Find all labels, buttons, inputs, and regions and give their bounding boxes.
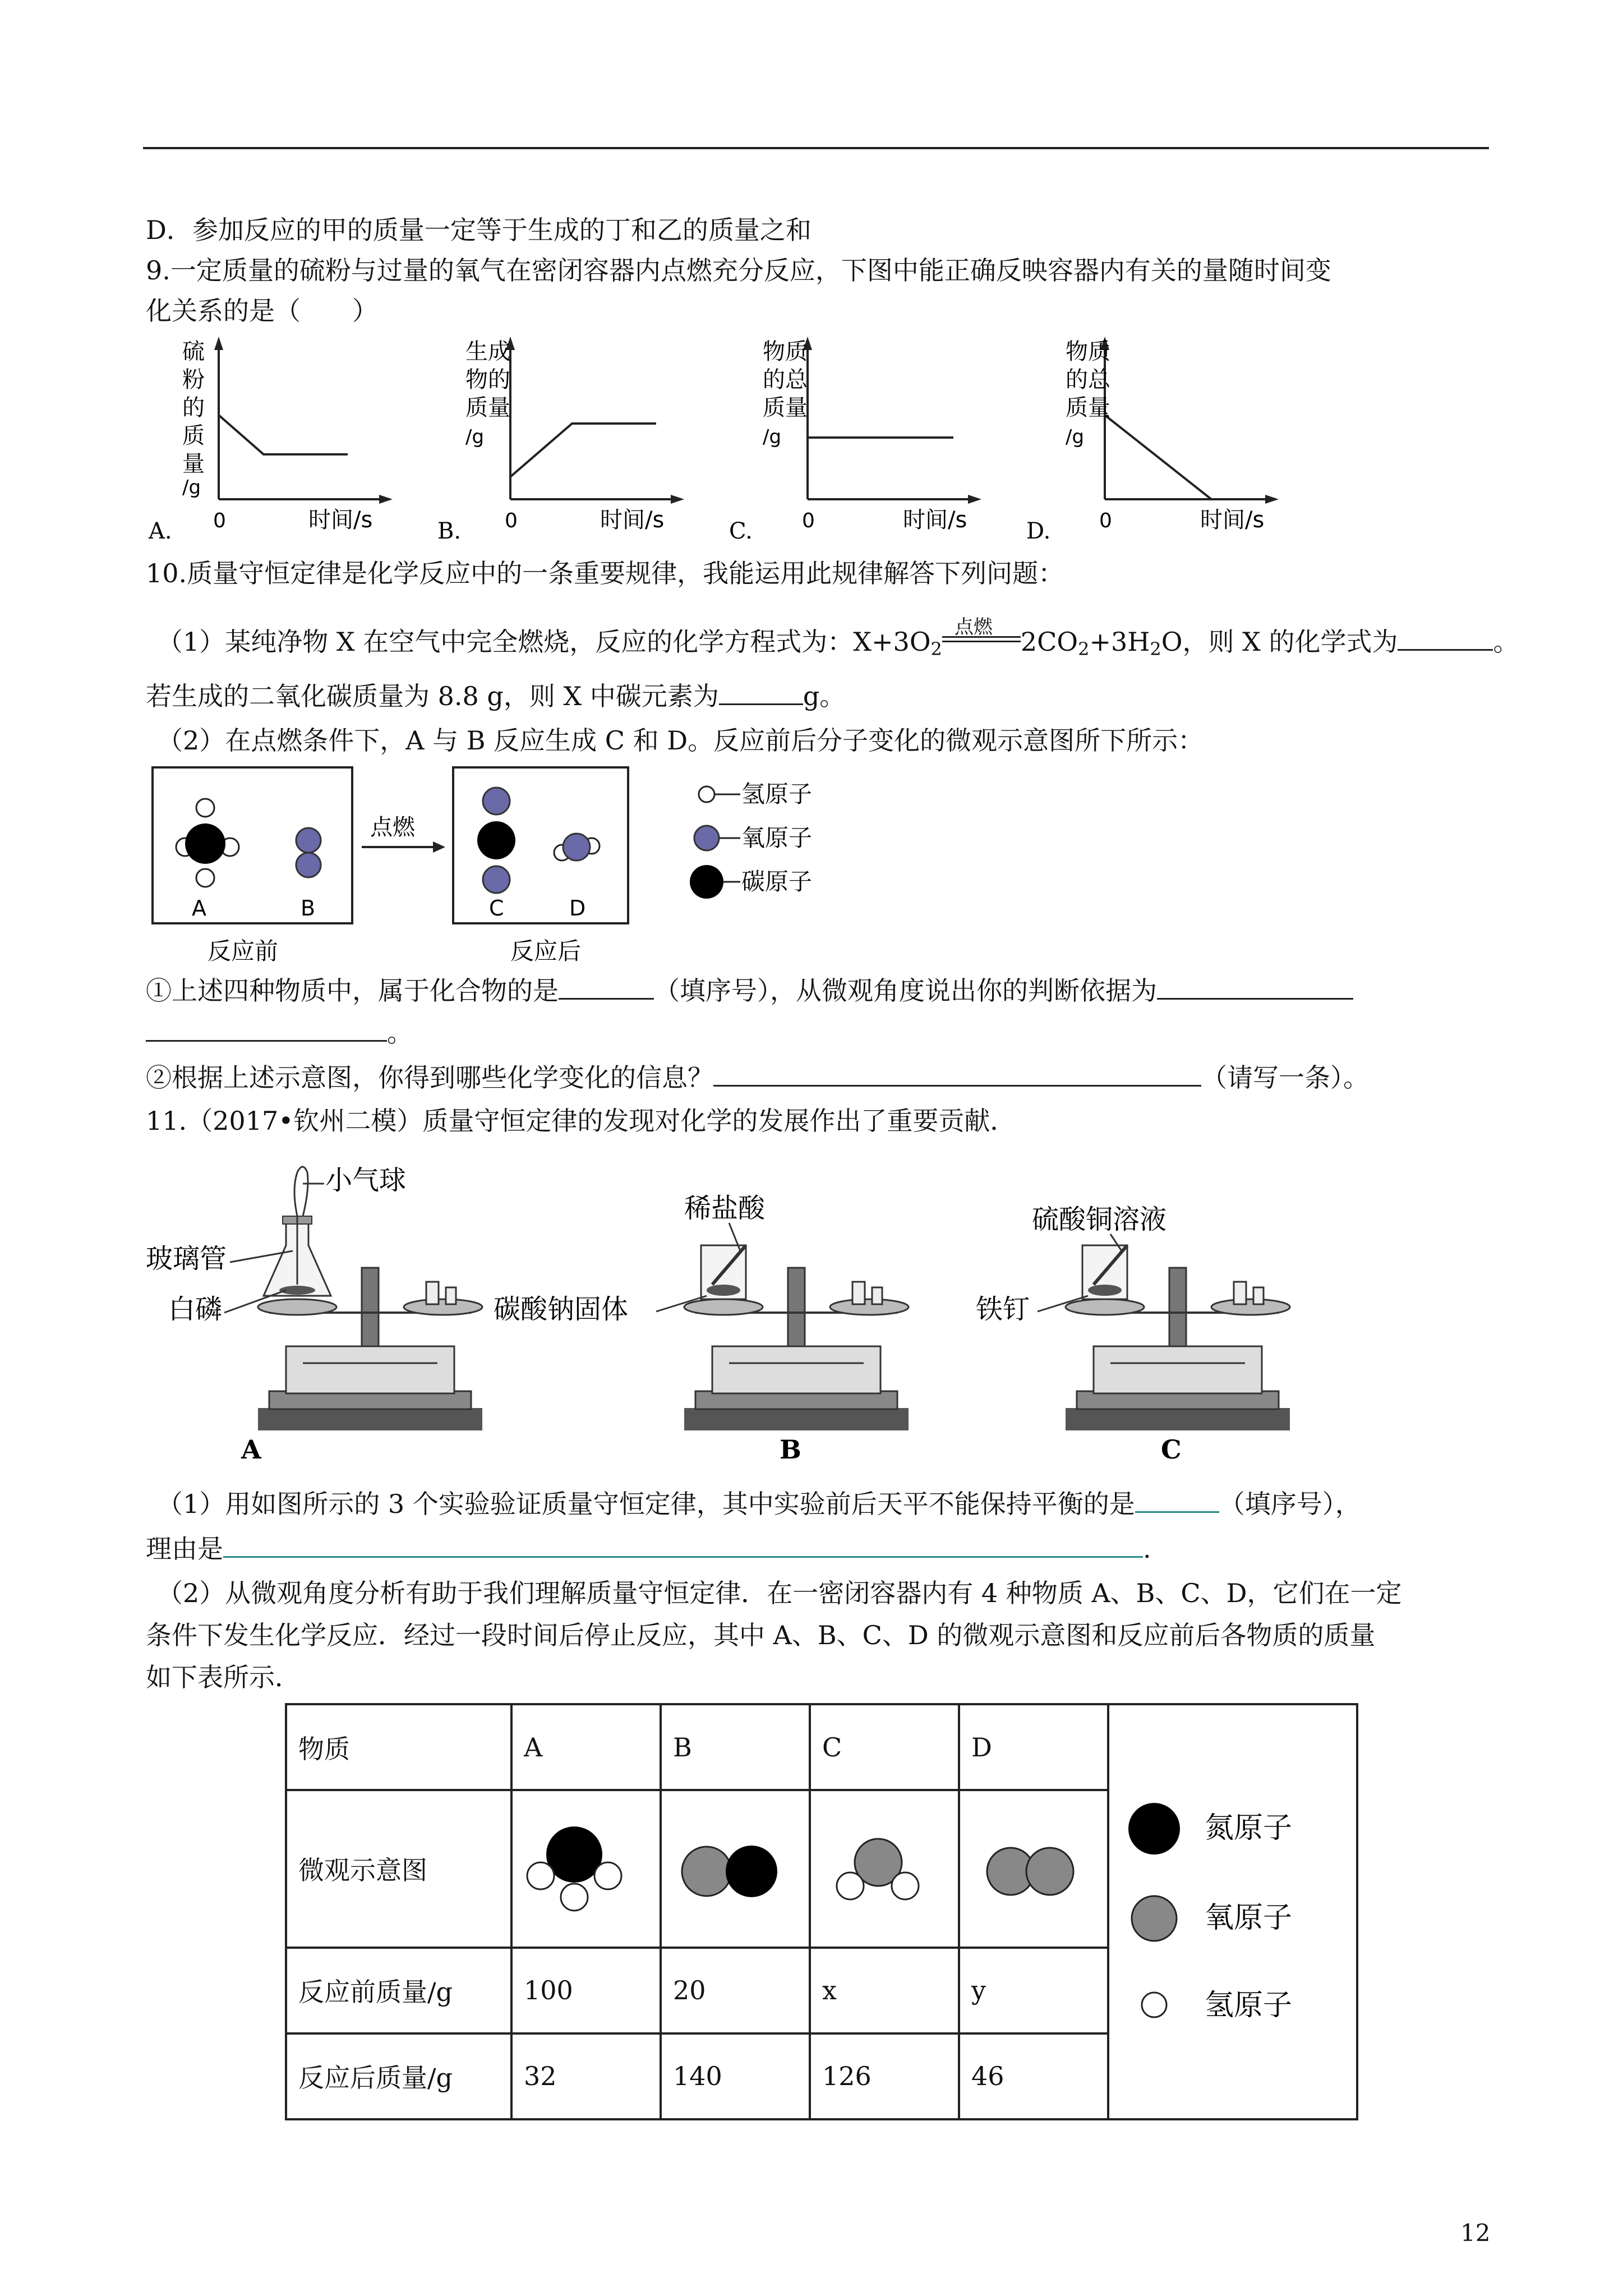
q11-part1-line2: 理由是 . [146, 1531, 1151, 1566]
micro-a [511, 1790, 661, 1948]
mass-table [285, 1703, 1358, 2120]
graph-b-ylabel-3: 质量 [465, 395, 510, 421]
graph-a-xlabel: 时间/s [308, 507, 373, 533]
graph-b-letter: B. [437, 518, 462, 544]
atom-legend-cell [1108, 1704, 1357, 2119]
graph-a-ylabel-5: 量 [182, 451, 205, 477]
info-blank[interactable] [713, 1060, 1201, 1087]
molecule-c [477, 788, 515, 893]
micro-b [661, 1790, 810, 1948]
graph-d [1026, 337, 1279, 544]
label-glass-tube: 玻璃管 [146, 1243, 227, 1274]
basis-blank-2[interactable] [146, 1015, 387, 1042]
q11-part2-line1: （2）从微观角度分析有助于我们理解质量守恒定律．在一密闭容器内有 4 种物质 A、B、C、D，它们在一定 [157, 1578, 1402, 1608]
before-d: y [959, 1948, 1108, 2033]
graph-c-ylabel-1: 物质 [763, 339, 808, 365]
legend-oxygen2: 氧原子 [1205, 1901, 1293, 1935]
q10-part1-line1: （1）某纯净物 X 在空气中完全燃烧，反应的化学方程式为：$X+3O_2$ 点燃 $2CO_2+3H_2O$，则 X 的化学式为 。 [157, 616, 1519, 660]
graph-d-letter: D. [1026, 518, 1051, 544]
graph-c-ylabel-3: 质量 [763, 395, 808, 421]
label-white-p: 白磷 [168, 1294, 223, 1325]
page-number: 12 [1460, 2219, 1491, 2247]
graph-b-origin: 0 [505, 509, 518, 532]
row-micro-label: 微观示意图 [286, 1790, 511, 1948]
th-c: C [810, 1704, 959, 1790]
q10-question1-line2: 。 [146, 1015, 413, 1050]
row-after-label: 反应后质量/g [286, 2033, 511, 2119]
label-small-balloon: 小气球 [325, 1165, 407, 1196]
before-b: 20 [661, 1948, 810, 2033]
label-exp-b: B [780, 1434, 801, 1465]
label-before: 反应前 [208, 937, 279, 965]
legend-oxygen: 氧原子 [741, 824, 813, 852]
molecule-d [554, 834, 600, 861]
label-d: D [569, 896, 586, 921]
graph-d-ylabel-2: 的总 [1066, 367, 1110, 393]
label-b: B [301, 896, 316, 921]
th-d: D [959, 1704, 1108, 1790]
hydrogen-atom-icon [1142, 1993, 1166, 2017]
label-exp-a: A [241, 1434, 261, 1465]
formula-blank[interactable] [1398, 624, 1493, 651]
legend-hydrogen-icon [699, 786, 714, 802]
nitrogen-atom-icon [1128, 1803, 1180, 1855]
legend-carbon-icon [690, 865, 723, 899]
q11-part2-line3: 如下表所示． [146, 1662, 301, 1692]
label-na2co3: 碳酸钠固体 [494, 1294, 629, 1325]
legend-carbon: 碳原子 [741, 868, 813, 895]
compound-blank[interactable] [559, 973, 654, 1000]
label-exp-c: C [1161, 1434, 1182, 1465]
legend-hydrogen: 氢原子 [741, 780, 813, 808]
q11-part2-line2: 条件下发生化学反应．经过一段时间后停止反应，其中 A、B、C、D 的微观示意图和反应前后各物质的质量 [146, 1620, 1376, 1650]
q9-text-line1: 9.一定质量的硫粉与过量的氧气在密闭容器内点燃充分反应，下图中能正确反映容器内有关的量随时间变 [146, 255, 1331, 286]
th-a: A [511, 1704, 661, 1790]
after-a: 32 [511, 2033, 661, 2119]
q10-question1-line1: ①上述四种物质中，属于化合物的是 （填序号），从微观角度说出你的判断依据为 [146, 973, 1353, 1007]
graph-a-origin: 0 [213, 509, 226, 532]
graph-b-ylabel-4: /g [465, 426, 485, 448]
header-rule [143, 147, 1489, 149]
row-before-label: 反应前质量/g [286, 1948, 511, 2033]
before-c: x [810, 1948, 959, 2033]
q11-part1-line1: （1）用如图所示的 3 个实验验证质量守恒定律，其中实验前后天平不能保持平衡的是 （填序号）， [157, 1487, 1361, 1521]
label-iron-nail: 铁钉 [976, 1294, 1030, 1325]
graph-d-origin: 0 [1099, 509, 1112, 532]
graph-a-ylabel-3: 的 [182, 395, 205, 421]
label-c: C [489, 896, 504, 921]
graph-c-ylabel-4: /g [763, 426, 782, 448]
graph-c-xlabel: 时间/s [903, 507, 967, 533]
balance-a [258, 1167, 482, 1430]
q10-part1-line2: 若生成的二氧化碳质量为 8.8 g，则 X 中碳元素为 g。 [146, 679, 845, 713]
micro-d [959, 1790, 1108, 1948]
q9-graphs [140, 331, 1318, 550]
graph-d-ylabel-3: 质量 [1066, 395, 1110, 421]
graph-c-letter: C. [729, 518, 753, 544]
q9-text-line2: 化关系的是（ ） [146, 296, 378, 326]
graph-c-ylabel-2: 的总 [763, 367, 808, 393]
reaction-condition: 点燃 [942, 623, 1021, 651]
legend-hydrogen2: 氢原子 [1205, 1989, 1293, 2022]
th-substance: 物质 [286, 1704, 511, 1790]
micro-c [810, 1790, 959, 1948]
balance-b [684, 1245, 909, 1430]
balance-experiments-figure [146, 1156, 1357, 1475]
arrow-label: 点燃 [370, 815, 415, 840]
label-dilute-hcl: 稀盐酸 [684, 1193, 766, 1224]
before-a: 100 [511, 1948, 661, 2033]
reaction-diagram [146, 763, 931, 987]
legend-oxygen-icon [694, 826, 719, 850]
q10-question2: ②根据上述示意图，你得到哪些化学变化的信息？ （请写一条）。 [146, 1060, 1369, 1094]
graph-a [148, 337, 393, 544]
carbon-mass-blank[interactable] [719, 679, 803, 705]
basis-blank-1[interactable] [1157, 973, 1353, 1000]
atom-legend [1109, 1705, 1356, 2118]
graph-d-ylabel-4: /g [1066, 426, 1085, 448]
graph-b-ylabel-2: 物的 [465, 367, 510, 393]
legend-nitrogen: 氮原子 [1205, 1811, 1293, 1845]
balance-c [1066, 1245, 1290, 1430]
graph-a-ylabel-4: 质 [182, 423, 205, 449]
th-b: B [661, 1704, 810, 1790]
unbalanced-blank[interactable] [1135, 1487, 1219, 1513]
reason-blank[interactable] [223, 1531, 1143, 1558]
graph-c-origin: 0 [802, 509, 815, 532]
after-b: 140 [661, 2033, 810, 2119]
molecule-a [176, 799, 239, 887]
graph-c [729, 337, 981, 544]
q10-intro: 10.质量守恒定律是化学反应中的一条重要规律，我能运用此规律解答下列问题： [146, 558, 1064, 588]
molecule-b [296, 828, 321, 877]
option-d-text: D．参加反应的甲的质量一定等于生成的丁和乙的质量之和 [146, 215, 811, 245]
graph-a-ylabel-6: /g [182, 476, 201, 499]
after-c: 126 [810, 2033, 959, 2119]
after-d: 46 [959, 2033, 1108, 2119]
graph-b-xlabel: 时间/s [600, 507, 665, 533]
q11-intro: 11.（2017•钦州二模）质量守恒定律的发现对化学的发展作出了重要贡献． [146, 1106, 1016, 1136]
label-cuso4: 硫酸铜溶液 [1032, 1204, 1167, 1235]
label-a: A [192, 896, 206, 921]
graph-d-ylabel-1: 物质 [1066, 339, 1110, 365]
oxygen-atom-icon [1132, 1896, 1177, 1941]
graph-b [437, 337, 684, 544]
label-after: 反应后 [510, 937, 582, 965]
graph-d-xlabel: 时间/s [1200, 507, 1265, 533]
q10-part2-text: （2）在点燃条件下，A 与 B 反应生成 C 和 D。反应前后分子变化的微观示意图所下所示： [157, 725, 1204, 756]
graph-a-letter: A. [149, 518, 172, 544]
graph-b-ylabel-1: 生成 [465, 339, 510, 365]
graph-a-ylabel-1: 硫 [182, 339, 205, 365]
graph-a-ylabel-2: 粉 [182, 367, 205, 393]
